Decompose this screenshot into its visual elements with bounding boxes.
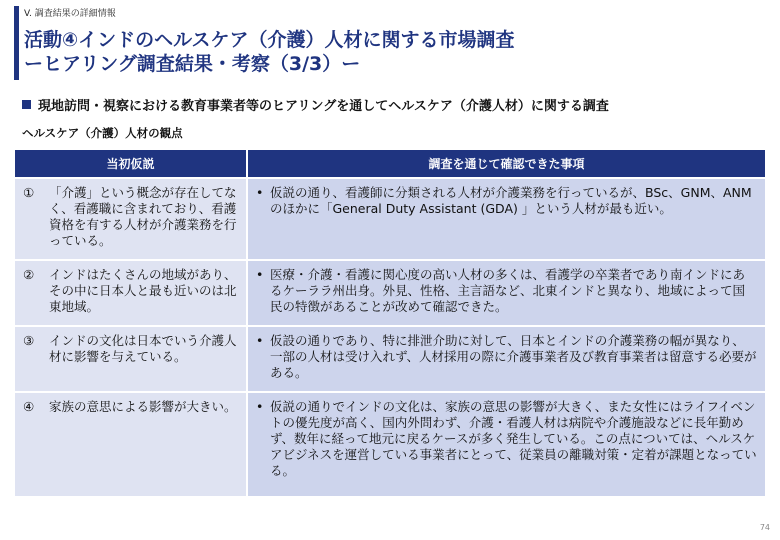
finding-cell <box>247 392 765 496</box>
hypothesis-text: 家族の意思による影響が大きい。 <box>49 399 237 414</box>
page-title <box>24 28 515 76</box>
bullet-icon: • <box>256 185 264 200</box>
title-line-2: ーヒアリング調査結果・考察（3/3）ー <box>24 53 361 75</box>
title-accent-bar <box>14 6 19 80</box>
finding-text: 医療・介護・看護に関心度の高い人材の多くは、看護学の卒業者であり南インドにあるケーララ州出身。外見、性格、主言語など、北東インドと異なり、地域によって国民の特徴があることが改めて確認できた。 <box>270 267 746 314</box>
table-row <box>15 178 765 260</box>
hypothesis-cell <box>15 326 247 392</box>
finding-cell <box>247 326 765 392</box>
bullet-icon: • <box>256 333 264 348</box>
row-number: ① <box>23 185 35 200</box>
hypothesis-cell <box>15 260 247 326</box>
viewpoint-label: ヘルスケア（介護）人材の観点 <box>22 126 183 140</box>
table-row <box>15 392 765 496</box>
findings-table <box>15 150 765 496</box>
hypothesis-cell <box>15 178 247 260</box>
hypothesis-text: インドはたくさんの地域があり、その中に日本人と最も近いのは北東地域。 <box>49 267 237 314</box>
column-header-hypothesis: 当初仮説 <box>15 150 247 178</box>
row-number: ② <box>23 267 35 282</box>
bullet-icon: • <box>256 399 264 414</box>
table-header-row <box>15 150 765 178</box>
finding-text: 仮説の通りでインドの文化は、家族の意思の影響が大きく、また女性にはライフイベントの優先度が高く、国内外問わず、介護・看護人材は病院や介護施設などに長年勤めず、数年に経って地元に戻るケースが多く発生している。この点については、ヘルスケアビジネスを運営している事業者にとって、従業員の離職対策・定着が課題となっている。 <box>270 399 757 478</box>
bullet-icon: • <box>256 267 264 282</box>
row-number: ④ <box>23 399 35 414</box>
finding-cell <box>247 178 765 260</box>
table-row <box>15 326 765 392</box>
finding-text: 仮説の通り、看護師に分類される人材が介護業務を行っているが、BSc、GNM、ANMのほかに「General Duty Assistant (GDA) 」という人材が最も近い。 <box>270 185 752 216</box>
subheading <box>22 95 609 114</box>
finding-text: 仮設の通りであり、特に排泄介助に対して、日本とインドの介護業務の幅が異なり、一部の人材は受け入れず、人材採用の際に介護事業者及び教育事業者は留意する必要がある。 <box>270 333 757 380</box>
section-label: V. 調査結果の詳細情報 <box>24 9 116 19</box>
hypothesis-text: 「介護」という概念が存在してなく、看護職に含まれており、看護資格を有する人材が介護業務を行っている。 <box>49 185 237 248</box>
column-header-findings: 調査を通じて確認できた事項 <box>247 150 765 178</box>
subheading-text: 現地訪問・視察における教育事業者等のヒアリングを通してヘルスケア（介護人材）に関する調査 <box>38 99 609 114</box>
hypothesis-cell <box>15 392 247 496</box>
title-line-1: 活動④インドのヘルスケア（介護）人材に関する市場調査 <box>24 29 515 51</box>
row-number: ③ <box>23 333 35 348</box>
finding-cell <box>247 260 765 326</box>
page-number: 74 <box>759 523 770 532</box>
square-bullet-icon <box>22 100 31 109</box>
table-row <box>15 260 765 326</box>
hypothesis-text: インドの文化は日本でいう介護人材に影響を与えている。 <box>49 333 237 364</box>
